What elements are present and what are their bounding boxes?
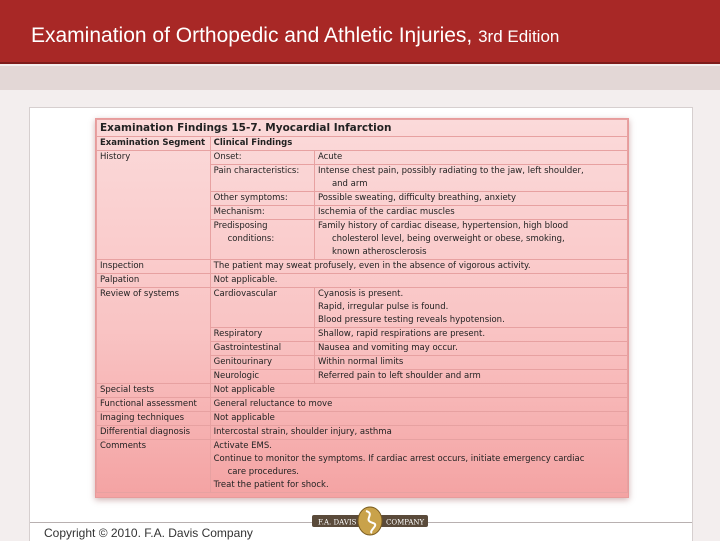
table-row xyxy=(97,426,628,440)
finding-value: Intercostal strain, shoulder injury, asthma xyxy=(210,426,627,440)
finding-value: Within normal limits xyxy=(314,356,627,370)
segment-cell: Palpation xyxy=(97,274,211,288)
finding-label: Neurologic xyxy=(210,370,314,384)
finding-value: Possible sweating, difficulty breathing, anxiety xyxy=(314,192,627,206)
finding-value: General reluctance to move xyxy=(210,398,627,412)
finding-value: Not applicable xyxy=(210,384,627,398)
findings-table-image xyxy=(95,118,629,498)
finding-value: Family history of cardiac disease, hypertension, high blood cholesterol level, being overweight or obese, smoking, known atherosclerosis xyxy=(314,220,627,260)
table-row xyxy=(97,288,628,328)
finding-label: Onset: xyxy=(210,151,314,165)
logo-left-text: F.A. DAVIS xyxy=(318,518,357,527)
edition-label: 3rd Edition xyxy=(478,27,560,46)
publisher-logo xyxy=(310,506,430,536)
finding-value: Acute xyxy=(314,151,627,165)
finding-value: Not applicable xyxy=(210,412,627,426)
segment-cell: History xyxy=(97,151,211,260)
segment-cell: Review of systems xyxy=(97,288,211,384)
table-title: Examination Findings 15-7. Myocardial Infarction xyxy=(97,120,628,137)
finding-value: Nausea and vomiting may occur. xyxy=(314,342,627,356)
table-row xyxy=(97,274,628,288)
finding-value: Referred pain to left shoulder and arm xyxy=(314,370,627,384)
table-row xyxy=(97,151,628,165)
col-header-findings: Clinical Findings xyxy=(210,137,627,151)
col-header-segment: Examination Segment xyxy=(97,137,211,151)
table-row xyxy=(97,260,628,274)
finding-value: Ischemia of the cardiac muscles xyxy=(314,206,627,220)
logo-right-text: COMPANY xyxy=(386,518,425,527)
findings-table xyxy=(96,119,628,493)
segment-cell: Inspection xyxy=(97,260,211,274)
table-row xyxy=(97,440,628,493)
segment-cell: Functional assessment xyxy=(97,398,211,412)
table-row xyxy=(97,398,628,412)
finding-value: The patient may sweat profusely, even in the absence of vigorous activity. xyxy=(210,260,627,274)
finding-value: Intense chest pain, possibly radiating to the jaw, left shoulder, and arm xyxy=(314,165,627,192)
table-row xyxy=(97,412,628,426)
table-row xyxy=(97,384,628,398)
segment-cell: Imaging techniques xyxy=(97,412,211,426)
copyright-text: Copyright © 2010. F.A. Davis Company xyxy=(44,526,253,540)
subtitle-stripe xyxy=(0,66,720,90)
finding-value: Cyanosis is present. Rapid, irregular pulse is found. Blood pressure testing reveals hypotension. xyxy=(314,288,627,328)
finding-label: Gastrointestinal xyxy=(210,342,314,356)
finding-label: Other symptoms: xyxy=(210,192,314,206)
finding-label: Mechanism: xyxy=(210,206,314,220)
finding-value: Activate EMS. Continue to monitor the symptoms. If cardiac arrest occurs, initiate emergency cardiac care procedures. Treat the patient for shock. xyxy=(210,440,627,493)
finding-label: Predisposing conditions: xyxy=(210,220,314,260)
finding-label: Genitourinary xyxy=(210,356,314,370)
segment-cell: Comments xyxy=(97,440,211,493)
finding-label: Cardiovascular xyxy=(210,288,314,328)
slide-title: Examination of Orthopedic and Athletic Injuries, 3rd Edition xyxy=(31,24,560,47)
segment-cell: Special tests xyxy=(97,384,211,398)
title-bar xyxy=(0,0,720,64)
finding-value: Not applicable. xyxy=(210,274,627,288)
finding-label: Pain characteristics: xyxy=(210,165,314,192)
finding-value: Shallow, rapid respirations are present. xyxy=(314,328,627,342)
finding-label: Respiratory xyxy=(210,328,314,342)
segment-cell: Differential diagnosis xyxy=(97,426,211,440)
